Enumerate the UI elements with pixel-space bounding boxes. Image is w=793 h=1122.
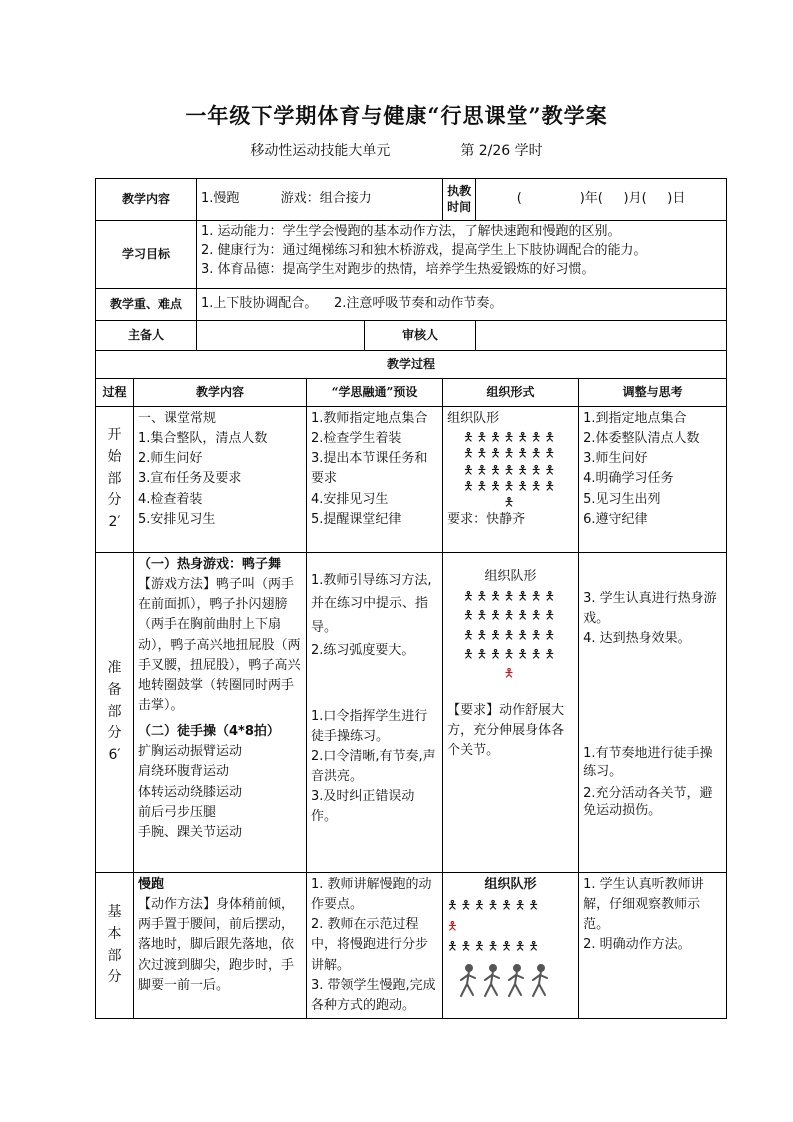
prep-adjust: 3. 学生认真进行热身游戏。 4. 达到热身效果。 1.有节奏地进行徒手操练习。 2.充分活动各关节，避免运动损伤。 xyxy=(579,553,727,873)
teacher-figure: 🯅 xyxy=(503,494,518,509)
basic-preset: 1. 教师讲解慢跑的动作要点。 2. 教师在示范过程中，将慢跑进行分步讲解。 3. 带领学生慢跑,完成各种方式的跑动。 xyxy=(307,873,443,1019)
lesson-number: 第 2/26 学时 xyxy=(460,143,543,159)
process-label: 教学过程 xyxy=(96,351,727,379)
exercise-title: （二）徒手操（4*8拍） xyxy=(138,724,280,740)
goal-item: 3. 体育品德：提高学生对跑步的热情，培养学生热爱锻炼的好习惯。 xyxy=(201,261,595,277)
prep-content: （一）热身游戏：鸭子舞 【游戏方法】鸭子叫（两手在前面抓），鸭子扑闪翅膀（两手在胸前曲肘上下扇动），鸭子高兴地扭屁股（两手叉腰，扭屁股），鸭子高兴地转圈鼓掌（转圈同时两手击掌）。 （二）徒手操（4*8拍） 扩胸运动振臂运动 肩绕环腹背运动 体转运动绕膝运动 前后弓步压腿 手腕、踝关节运动 xyxy=(134,553,307,873)
col-adjust: 调整与思考 xyxy=(579,379,727,407)
jogging-method: 【动作方法】身体稍前倾，两手置于腰间，前后摆动，落地时，脚后跟先落地，依次过渡到脚尖，跑步时，手脚要一前一后。 xyxy=(138,897,295,993)
warmup-text: 【游戏方法】鸭子叫（两手在前面抓），鸭子扑闪翅膀（两手在胸前曲肘上下扇动），鸭子高兴地扭屁股（两手叉腰，扭屁股），鸭子高兴地转圈鼓掌（转圈同时两手击掌）。 xyxy=(138,577,301,713)
preparer-label: 主备人 xyxy=(96,321,197,351)
teacher-figure: 🯅 xyxy=(447,918,461,933)
org-title: 组织队形 xyxy=(447,411,500,426)
org-requirement: 【要求】动作舒展大方，充分伸展身体各个关节。 xyxy=(447,703,565,759)
org-title: 组织队形 xyxy=(484,877,537,892)
page-subtitle xyxy=(0,140,793,160)
start-organization xyxy=(443,407,579,553)
start-adjust: 1.到指定地点集合 2.体委整队清点人数 3.师生问好 4.明确学习任务 5.见习生出列 6.遵守纪律 xyxy=(579,407,727,553)
reviewer-label: 审核人 xyxy=(365,321,476,351)
prep-preset: 1.教师引导练习方法,并在练习中提示、指导。 2.练习弧度要大。 1.口令指挥学生进行徒手操练习。 2.口令清晰,有节奏,声音洪亮。 3.及时纠正错误动作。 xyxy=(307,553,443,873)
phase-prep: 准 备 部 分 6′ xyxy=(96,553,134,873)
goal-item: 1. 运动能力：学生学会慢跑的基本动作方法，了解快速跑和慢跑的区别。 xyxy=(201,224,621,239)
col-organization: 组织形式 xyxy=(443,379,579,407)
unit-name: 移动性运动技能大单元 xyxy=(250,143,391,159)
goals-list xyxy=(197,221,727,289)
exec-time-label: 执教 时间 xyxy=(443,179,476,221)
start-preset: 1.教师指定地点集合 2.检查学生着装 3.提出本节课任务和要求 4.安排见习生 5.提醒课堂纪律 xyxy=(307,407,443,553)
formation-diagram: 🯅🯅🯅🯅🯅🯅🯅 🯅🯅🯅🯅🯅🯅🯅 🯅🯅🯅🯅🯅🯅🯅 🯅🯅🯅🯅🯅🯅🯅 🯅 xyxy=(447,429,574,510)
runners-illustration xyxy=(457,962,557,1002)
goals-label: 学习目标 xyxy=(96,221,197,289)
formation-diagram: 🯅🯅🯅🯅🯅🯅🯅 🯅🯅🯅🯅🯅🯅🯅 🯅🯅🯅🯅🯅🯅🯅 🯅🯅🯅🯅🯅🯅🯅 🯅 xyxy=(447,587,574,683)
page-title: 一年级下学期体育与健康“行思课堂”教学案 xyxy=(185,103,608,128)
col-content: 教学内容 xyxy=(134,379,307,407)
reviewer-value xyxy=(476,321,727,351)
org-requirement: 要求：快静齐 xyxy=(447,512,526,528)
phase-basic: 基 本 部 分 xyxy=(96,873,134,1019)
warmup-title: （一）热身游戏：鸭子舞 xyxy=(138,557,282,572)
content-label: 教学内容 xyxy=(96,179,197,221)
teacher-figure: 🯅 xyxy=(503,665,518,680)
start-content: 一、课堂常规 1.集合整队，清点人数 2.师生问好 3.宣布任务及要求 4.检查着装 5.安排见习生 xyxy=(134,407,307,553)
key-label: 教学重、难点 xyxy=(96,289,197,321)
goal-item: 2. 健康行为：通过绳梯练习和独木桥游戏，提高学生上下肢协调配合的能力。 xyxy=(201,242,647,258)
formation-diagram: 🯅🯅🯅🯅🯅🯅🯅 🯅 🯅🯅🯅🯅🯅🯅🯅 xyxy=(447,895,574,956)
content-value: 1.慢跑 游戏：组合接力 xyxy=(197,179,443,221)
basic-content xyxy=(134,873,307,1019)
exec-time-value: ( )年( )月( )日 xyxy=(476,179,727,221)
phase-start: 开 始 部 分 2′ xyxy=(96,407,134,553)
basic-adjust: 1. 学生认真听教师讲解，仔细观察教师示范。 2. 明确动作方法。 xyxy=(579,873,727,1019)
col-phase: 过程 xyxy=(96,379,134,407)
prep-organization xyxy=(443,553,579,873)
basic-organization xyxy=(443,873,579,1019)
org-title: 组织队形 xyxy=(484,569,537,584)
lesson-plan-table xyxy=(95,178,727,1019)
preparer-value xyxy=(197,321,365,351)
jogging-title: 慢跑 xyxy=(138,877,165,892)
col-preset: “学思融通”预设 xyxy=(307,379,443,407)
key-value: 1.上下肢协调配合。 2.注意呼吸节奏和动作节奏。 xyxy=(197,289,727,321)
